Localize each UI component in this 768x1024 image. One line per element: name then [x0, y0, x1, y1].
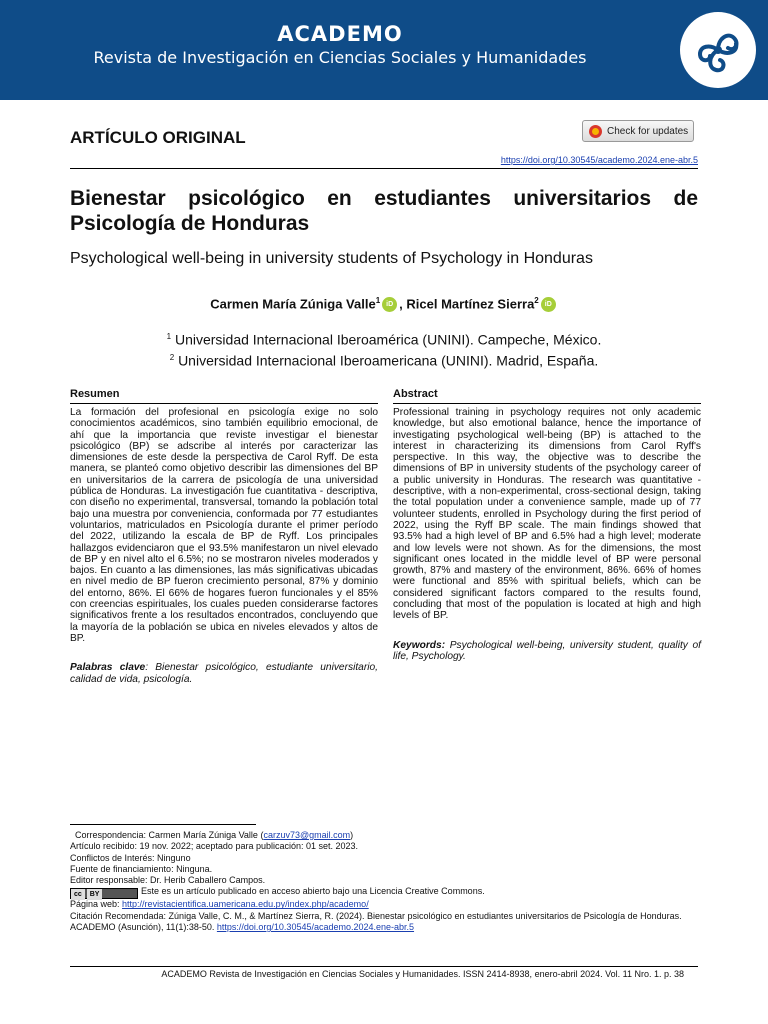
correspondence-line: Correspondencia: Carmen María Zúniga Valle (carzuv73@gmail.com) — [75, 830, 354, 840]
citation-line: Citación Recomendada: Zúniga Valle, C. M., & Martínez Sierra, R. (2024). Bienestar psicológico en estudiantes universitarios de Psicología de Honduras. ACADEMO (Asunción), 11(1):38-50. https://doi.org/10.30545/academo.2024.ene-abr.5 — [70, 910, 682, 933]
citation-doi-link[interactable]: https://doi.org/10.30545/academo.2024.ene-abr.5 — [216, 922, 415, 933]
page-footer: ACADEMO Revista de Investigación en Ciencias Sociales y Humanidades. ISSN 2414-8938, enero-abril 2024. Vol. 11 Nro. 1. p. 38 — [161, 969, 684, 979]
affiliation-item: $^1$ Universidad Internacional Iberoamérica (UNINI). Campeche, México. — [166, 331, 602, 348]
resumen-text: La formación del profesional en psicología exige no solo conocimientos académicos, sino también equilibrio emocional, de ahí que la importancia que reviste investigar el bienestar psicológico (BP) se adscribe al interés por caracterizar las dimensiones de este desde la perspectiva de Carol Ryff. De esta manera, se planteó como objetivo describir las dimensiones del BP en universitarios de la carrera de psicología de una universidad pública de Honduras. La investigación fue cuantitativa - descriptiva, con diseño no experimental, transversal, tomando la población total bajo una muestra por conveniencia, conformada por 77 estudiantes voluntarios, matriculados en Psicología durante el primer período del 2022, utilizando la escala de BP de Ryff. Los principales hallazgos evidenciaron que el 93.5% manifestaron un nivel elevado de BP y en nivel alto el 6.5%; no se mostraron niveles moderados y bajos. En cuanto a las dimensiones, las más significativas ubicadas en nivel medio de BP fueron crecimiento personal, 87% y dominio del entorno, 86%. El 66% de hogares fueron funcionales y el 85% con creencias espirituales, los cuales pueden considerarse factores significativos frente a los resultados encontrados, concluyendo que la mayoría de la población se ubica en niveles elevados y altos de BP. — [70, 407, 378, 644]
resumen-heading: Resumen — [70, 388, 378, 404]
license-line: cc BY Este es un artículo publicado en acceso abierto bajo una Licencia Creative Commons. — [70, 886, 698, 899]
author-affiliation-marker: 1 — [375, 296, 381, 305]
author-list — [0, 296, 768, 312]
article-subtitle: Psychological well-being in university students of Psychology in Honduras — [70, 250, 593, 267]
orcid-icon[interactable]: iD — [382, 297, 397, 312]
journal-subtitle: Revista de Investigación en Ciencias Sociales y Humanidades — [93, 48, 587, 67]
editor-line: Editor responsable: Dr. Herib Caballero Campos. — [70, 875, 266, 886]
keywords: Keywords: Psychological well-being, university student, quality of life, Psychology. — [393, 639, 701, 662]
article-title: Bienestar psicológico en estudiantes universitarios de Psicología de Honduras — [70, 187, 698, 235]
web-line: Página web: http://revistacientifica.uamericana.edu.py/index.php/academo/ — [70, 899, 369, 910]
journal-name: ACADEMO — [277, 22, 403, 46]
abstract-text: Professional training in psychology requires not only academic knowledge, but also emotional balance, hence the importance of investigating psychological well-being (BP) is attached to the interest in characterizing its dimensions from Carol Ryff's perspective. In this way, the objective was to describe the dimensions of BP in university students of the psychology career of a public university in Honduras. The research was quantitative - descriptive, with a non-experimental, cross-sectional design, taking the total population under a convenience sample, made up of 77 volunteer students, enrolled in Psychology during the first period of 2022, using the Ryff BP scale. The main findings showed that 93.5% had a high level of BP and 6.5% had a high level; moderate and low levels were not shown. As for the dimensions, the most significant ones located in the middle level of BP were personal growth, 87% and mastery of the environment, 86%. 66% of homes were functional and 85% with spiritual beliefs, which can be considered significant factors compared to the results found, concluding that most of the population is located at high and high levels of BP. — [393, 407, 701, 622]
abstract-section — [393, 388, 701, 662]
palabras-clave: Palabras clave: Bienestar psicológico, estudiante universitario, calidad de vida, psicología. — [70, 662, 378, 685]
correspondence-email-link[interactable]: carzuv73@gmail.com — [263, 830, 351, 840]
author-name: Carmen María Zúniga Valle — [210, 296, 376, 312]
author-separator: , — [399, 296, 403, 312]
author-name: Ricel Martínez Sierra — [406, 296, 535, 312]
affiliation-item: $^2$ Universidad Internacional Iberoamericana (UNINI). Madrid, España. — [169, 352, 599, 369]
author-affiliation-marker: 2 — [534, 296, 539, 305]
check-for-updates-button[interactable] — [582, 120, 694, 142]
footnotes — [70, 830, 698, 933]
orcid-icon[interactable]: iD — [541, 297, 556, 312]
footer-divider — [70, 966, 698, 967]
header-divider — [70, 168, 698, 169]
article-type-label: ARTÍCULO ORIGINAL — [70, 128, 246, 147]
abstract-heading: Abstract — [393, 388, 701, 404]
conflicts-line: Conflictos de Interés: Ninguno — [70, 852, 191, 863]
crossmark-icon — [589, 125, 602, 138]
triskelion-icon — [680, 12, 756, 88]
doi-link[interactable]: https://doi.org/10.30545/academo.2024.ene-abr.5 — [500, 155, 698, 165]
footnote-divider — [70, 824, 256, 825]
journal-banner — [0, 0, 768, 100]
website-link[interactable]: http://revistacientifica.uamericana.edu.py/index.php/academo/ — [122, 899, 369, 910]
resumen-section — [70, 388, 378, 685]
affiliations — [0, 328, 768, 369]
check-for-updates-label: Check for updates — [607, 125, 689, 137]
received-line: Artículo recibido: 19 nov. 2022; aceptado para publicación: 01 set. 2023. — [70, 841, 359, 852]
creative-commons-badge[interactable]: cc BY — [70, 888, 138, 899]
funding-line: Fuente de financiamiento: Ninguna. — [70, 863, 213, 874]
